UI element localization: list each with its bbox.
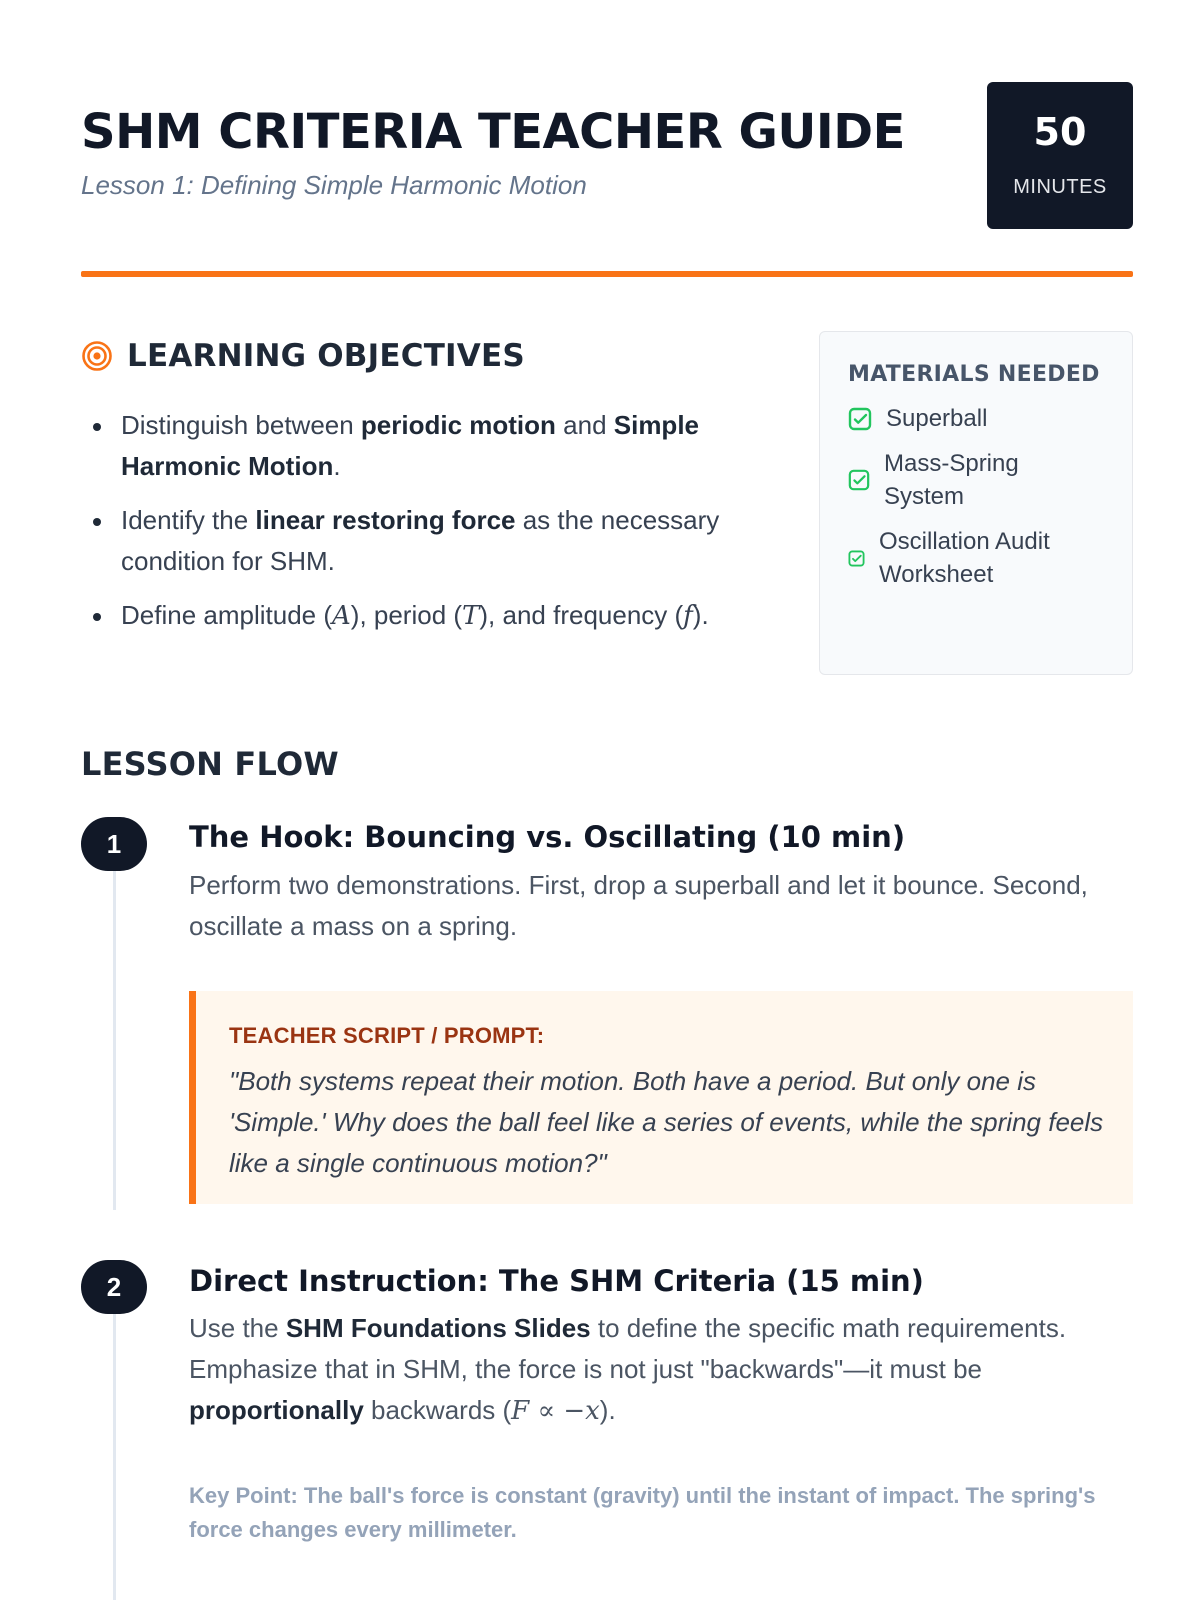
material-item: Oscillation Audit Worksheet — [848, 525, 1128, 591]
materials-heading: MATERIALS NEEDED — [848, 362, 1100, 387]
script-quote: "Both systems repeat their motion. Both have a period. But only one is 'Simple.' Why does the ball feel like a series of events, while the spring feels like a single continuous motion?" — [229, 1066, 1104, 1178]
checkbox-icon — [848, 550, 865, 567]
timeline-line — [113, 1312, 116, 1600]
script-label: TEACHER SCRIPT / PROMPT: — [229, 1023, 545, 1048]
teacher-guide-page — [81, 0, 1133, 1600]
material-item: Superball — [848, 402, 987, 435]
step-title: Direct Instruction: The SHM Criteria (15 min) — [189, 1264, 924, 1298]
objectives-heading-row — [81, 336, 525, 376]
teacher-script-callout — [189, 991, 1133, 1204]
lesson-flow-heading: LESSON FLOW — [81, 745, 339, 783]
step-number-badge: 2 — [81, 1260, 147, 1314]
page-subtitle: Lesson 1: Defining Simple Harmonic Motion — [81, 170, 587, 200]
objective-item: Identify the linear restoring force as the necessary condition for SHM. — [81, 500, 771, 582]
step-title: The Hook: Bouncing vs. Oscillating (10 min) — [189, 820, 906, 854]
header-divider — [81, 271, 1133, 277]
objective-item: Distinguish between periodic motion and Simple Harmonic Motion. — [81, 405, 771, 487]
material-item: Mass-Spring System — [848, 447, 1078, 513]
objectives-list — [81, 405, 771, 650]
target-icon — [81, 340, 113, 372]
duration-unit: MINUTES — [1013, 176, 1107, 198]
objectives-heading: LEARNING OBJECTIVES — [127, 338, 525, 374]
step-description: Perform two demonstrations. First, drop a superball and let it bounce. Second, oscillate a mass on a spring. — [189, 870, 1088, 941]
key-point-note: Key Point: The ball's force is constant (gravity) until the instant of impact. The spring's force changes every millimeter. — [189, 1483, 1096, 1542]
page-title: SHM CRITERIA TEACHER GUIDE — [81, 104, 905, 160]
timeline-line — [113, 870, 116, 1210]
checkbox-icon — [848, 407, 872, 431]
duration-value: 50 — [1033, 110, 1087, 154]
checkbox-icon — [848, 469, 870, 491]
header — [81, 80, 1133, 230]
step-number-badge: 1 — [81, 817, 147, 871]
materials-card — [819, 331, 1133, 675]
objective-item: Define amplitude (A), period (T), and frequency (f). — [81, 595, 771, 637]
duration-badge — [987, 82, 1133, 229]
step-description: Use the SHM Foundations Slides to define the specific math requirements. Emphasize that in SHM, the force is not just "backwards"—it must be proportionally backwards (F ∝ −x). — [189, 1313, 1067, 1426]
